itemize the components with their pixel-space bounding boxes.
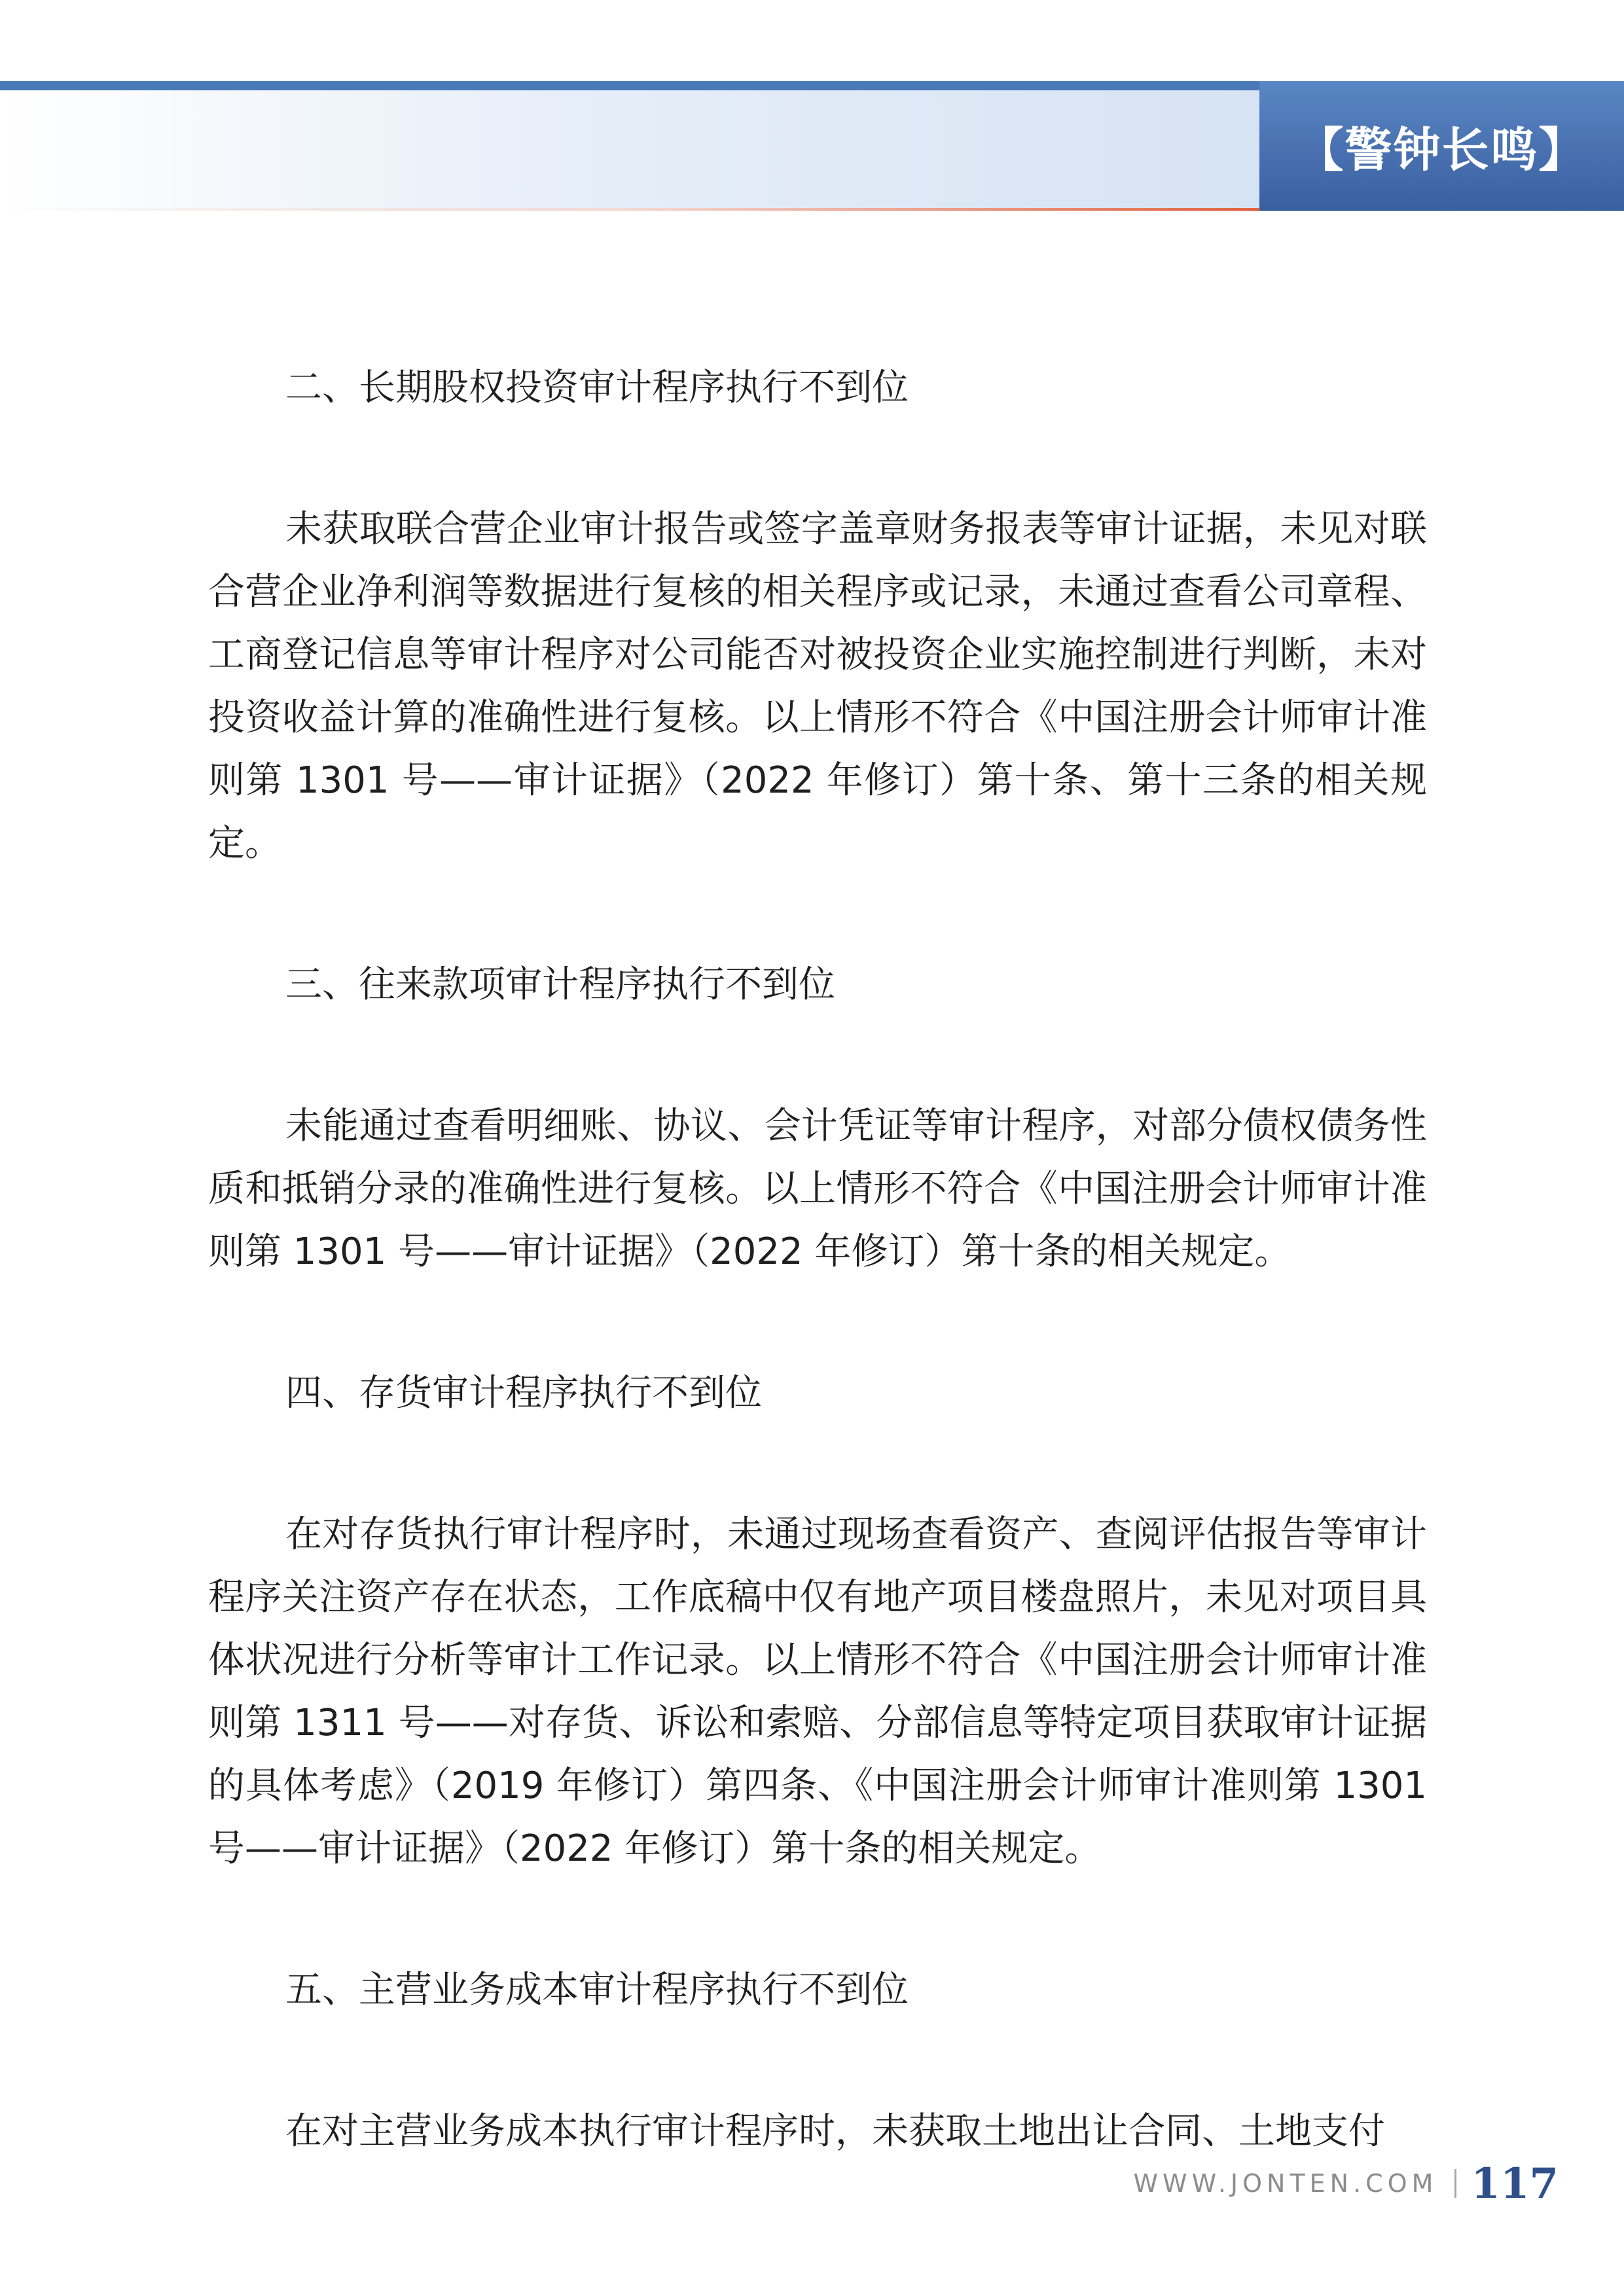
footer-website: WWW.JONTEN.COM (1133, 2169, 1438, 2198)
footer-divider (1454, 2169, 1456, 2198)
section-heading: 五、主营业务成本审计程序执行不到位 (285, 1969, 909, 2011)
section-heading: 二、长期股权投资审计程序执行不到位 (285, 367, 909, 409)
section-heading: 四、存货审计程序执行不到位 (285, 1372, 762, 1414)
page-content (208, 357, 1427, 2163)
section-heading: 三、往来款项审计程序执行不到位 (285, 963, 835, 1006)
section-body: 在对主营业务成本执行审计程序时，未获取土地出让合同、土地支付 (285, 2110, 1385, 2153)
section-tab (1259, 81, 1624, 211)
page-footer (1133, 2157, 1559, 2210)
header-underline (0, 208, 1259, 211)
section-tab-label: 【警钟长鸣】 (1296, 122, 1587, 177)
section-body: 未获取联合营企业审计报告或签字盖章财务报表等审计证据，未见对联合营企业净利润等数据进行复核的相关程序或记录，未通过查看公司章程、工商登记信息等审计程序对公司能否对被投资企业实施控制进行判断，未对投资收益计算的准确性进行复核。以上情形不符合《中国注册会计师审计准则第 1301 号——审计证据》（2022 年修订）第十条、第十三条的相关规定。 (208, 508, 1427, 865)
header-band (0, 90, 1259, 211)
section-body: 未能通过查看明细账、协议、会计凭证等审计程序，对部分债权债务性质和抵销分录的准确性进行复核。以上情形不符合《中国注册会计师审计准则第 1301 号——审计证据》（2022 年修订）第十条的相关规定。 (208, 1105, 1427, 1273)
page-number: 117 (1471, 2159, 1559, 2208)
header-top-line (0, 81, 1259, 90)
section-body: 在对存货执行审计程序时，未通过现场查看资产、查阅评估报告等审计程序关注资产存在状态，工作底稿中仅有地产项目楼盘照片，未见对项目具体状况进行分析等审计工作记录。以上情形不符合《中国注册会计师审计准则第 1311 号——对存货、诉讼和索赔、分部信息等特定项目获取审计证据的具体考虑》（2019 年修订）第四条、《中国注册会计师审计准则第 1301 号——审计证据》（2022 年修订）第十条的相关规定。 (208, 1513, 1427, 1870)
